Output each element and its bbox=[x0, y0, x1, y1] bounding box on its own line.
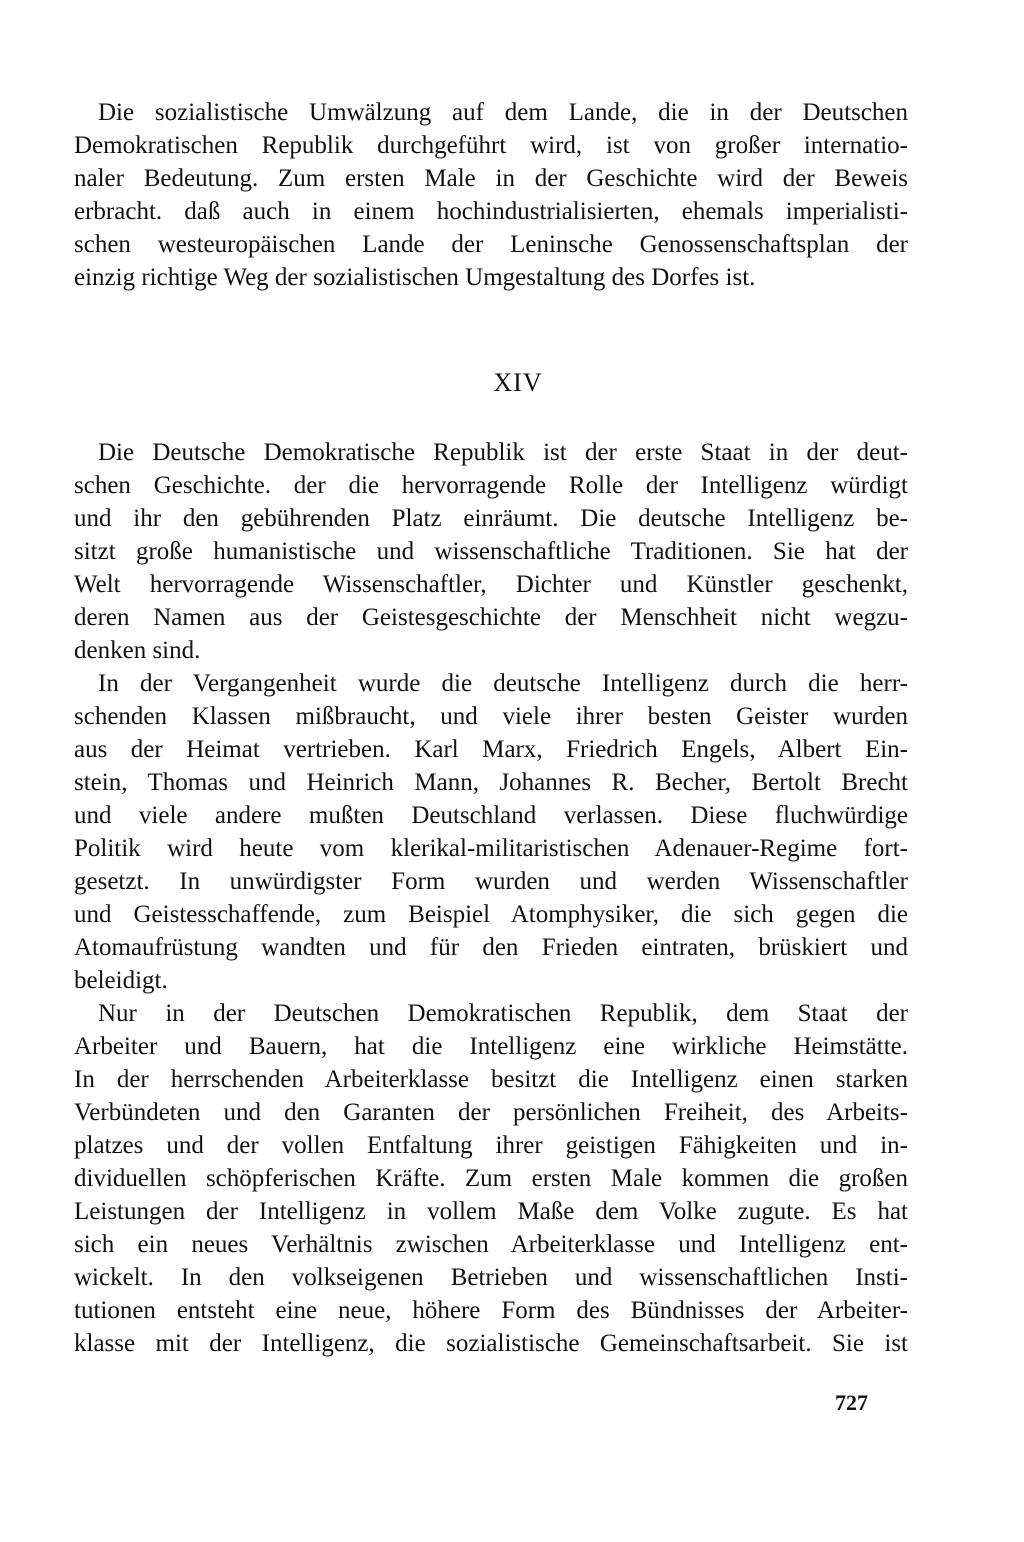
paragraph-3 bbox=[74, 667, 908, 997]
text-line: deren Namen aus der Geistesgeschichte der Menschheit nicht wegzu- bbox=[74, 604, 908, 631]
section-heading: XIV bbox=[493, 368, 543, 397]
text-line: In der herrschenden Arbeiterklasse besitzt die Intelligenz einen starken bbox=[74, 1066, 908, 1093]
text-line: Arbeiter und Bauern, hat die Intelligenz eine wirkliche Heimstätte. bbox=[74, 1033, 908, 1060]
text-line: aus der Heimat vertrieben. Karl Marx, Friedrich Engels, Albert Ein- bbox=[74, 736, 908, 763]
text-line: sich ein neues Verhältnis zwischen Arbeiterklasse und Intelligenz ent- bbox=[74, 1231, 908, 1258]
text-line: platzes und der vollen Entfaltung ihrer geistigen Fähigkeiten und in- bbox=[74, 1132, 908, 1159]
text-line: einzig richtige Weg der sozialistischen Umgestaltung des Dorfes ist. bbox=[74, 264, 756, 291]
text-line: Nur in der Deutschen Demokratischen Republik, dem Staat der bbox=[98, 1000, 908, 1027]
text-line: beleidigt. bbox=[74, 967, 168, 994]
text-line: und viele andere mußten Deutschland verlassen. Diese fluchwürdige bbox=[74, 802, 908, 829]
text-line: In der Vergangenheit wurde die deutsche Intelligenz durch die herr- bbox=[98, 670, 908, 697]
text-line: tutionen entsteht eine neue, höhere Form des Bündnisses der Arbeiter- bbox=[74, 1297, 908, 1324]
paragraph-4 bbox=[74, 997, 908, 1360]
text-line: klasse mit der Intelligenz, die sozialistische Gemeinschaftsarbeit. Sie ist bbox=[74, 1330, 908, 1357]
text-line: Die sozialistische Umwälzung auf dem Lande, die in der Deutschen bbox=[98, 99, 908, 126]
text-line: wickelt. In den volkseigenen Betrieben und wissenschaftlichen Insti- bbox=[74, 1264, 908, 1291]
text-line: gesetzt. In unwürdigster Form wurden und werden Wissenschaftler bbox=[74, 868, 908, 895]
text-line: und ihr den gebührenden Platz einräumt. Die deutsche Intelligenz be- bbox=[74, 505, 908, 532]
text-line: Politik wird heute vom klerikal-militaristischen Adenauer-Regime fort- bbox=[74, 835, 908, 862]
text-line: Leistungen der Intelligenz in vollem Maße dem Volke zugute. Es hat bbox=[74, 1198, 908, 1225]
text-line: erbracht. daß auch in einem hochindustrialisierten, ehemals imperialisti- bbox=[74, 198, 908, 225]
text-line: Demokratischen Republik durchgeführt wird, ist von großer internatio- bbox=[74, 132, 908, 159]
paragraph-2 bbox=[74, 436, 908, 667]
text-line: schenden Klassen mißbraucht, und viele ihrer besten Geister wurden bbox=[74, 703, 908, 730]
text-line: naler Bedeutung. Zum ersten Male in der Geschichte wird der Beweis bbox=[74, 165, 908, 192]
text-line: Welt hervorragende Wissenschaftler, Dichter und Künstler geschenkt, bbox=[74, 571, 908, 598]
text-line: Verbündeten und den Garanten der persönlichen Freiheit, des Arbeits- bbox=[74, 1099, 908, 1126]
text-line: dividuellen schöpferischen Kräfte. Zum ersten Male kommen die großen bbox=[74, 1165, 908, 1192]
text-line: Die Deutsche Demokratische Republik ist der erste Staat in der deut- bbox=[98, 439, 908, 466]
page-number: 727 bbox=[835, 1390, 868, 1415]
text-line: stein, Thomas und Heinrich Mann, Johannes R. Becher, Bertolt Brecht bbox=[74, 769, 908, 796]
text-line: schen westeuropäischen Lande der Leninsche Genossenschaftsplan der bbox=[74, 231, 908, 258]
paragraph-1 bbox=[74, 96, 908, 294]
text-line: und Geistesschaffende, zum Beispiel Atomphysiker, die sich gegen die bbox=[74, 901, 908, 928]
text-line: denken sind. bbox=[74, 637, 201, 664]
text-line: sitzt große humanistische und wissenschaftliche Traditionen. Sie hat der bbox=[74, 538, 908, 565]
text-line: schen Geschichte. der die hervorragende Rolle der Intelligenz würdigt bbox=[74, 472, 908, 499]
text-line: Atomaufrüstung wandten und für den Frieden eintraten, brüskiert und bbox=[74, 934, 908, 961]
